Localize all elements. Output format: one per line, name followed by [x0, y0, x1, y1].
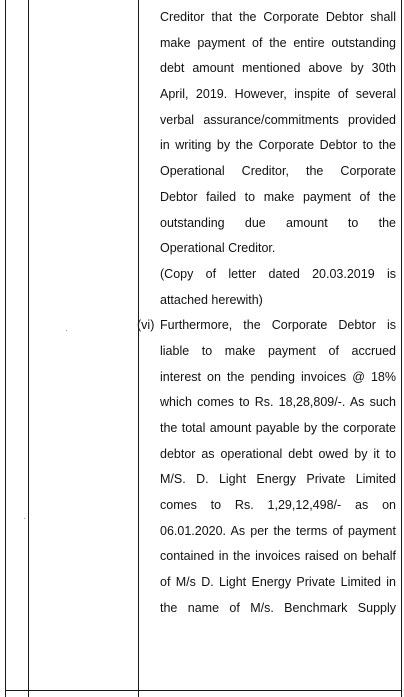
document-text-column [137, 5, 396, 622]
item-vi-line: 06.01.2020. As per the terms of payment [160, 523, 396, 538]
scan-speck [66, 330, 67, 331]
scan-speck [24, 518, 25, 519]
text-line: Debtor failed to make payment of the [160, 189, 396, 204]
text-line: Operational Creditor. [160, 241, 276, 256]
item-vi-line: the name of M/s. Benchmark Supply [160, 600, 396, 615]
note-line: (Copy of letter dated 20.03.2019 is [160, 266, 396, 281]
table-border-right [401, 0, 402, 697]
text-line: make payment of the entire outstanding [160, 35, 396, 50]
table-column-divider-2 [138, 0, 139, 697]
text-line: April, 2019. However, inspite of several [160, 87, 396, 102]
item-vi-line: comes to Rs. 1,29,12,498/- as on [160, 498, 396, 513]
item-vi-marker: (vi) [137, 318, 155, 333]
text-line: verbal assurance/commitments provided [160, 112, 396, 127]
table-border-left [5, 0, 6, 697]
table-column-divider-1 [28, 0, 29, 697]
text-line: Operational Creditor, the Corporate [160, 164, 396, 179]
item-vi-line: M/S. D. Light Energy Private Limited [160, 472, 396, 487]
text-line: in writing by the Corporate Debtor to the [160, 138, 396, 153]
text-line: outstanding due amount to the [160, 215, 396, 230]
text-line: debt amount mentioned above by 30th [160, 61, 396, 76]
item-vi-line: of M/s D. Light Energy Private Limited in [160, 575, 396, 590]
text-line: Creditor that the Corporate Debtor shall [160, 10, 396, 24]
item-vi-line: which comes to Rs. 18,28,809/-. As such [160, 395, 396, 410]
item-vi-line: liable to make payment of accrued [160, 343, 396, 358]
item-vi-line: debtor as operational debt owed by it to [160, 446, 396, 461]
note-line: attached herewith) [160, 292, 263, 307]
item-vi-line: the total amount payable by the corporate [160, 421, 396, 435]
item-vi-line: interest on the pending invoices @ 18% [160, 369, 396, 384]
item-vi-line [137, 313, 396, 339]
table-bottom-border [5, 690, 402, 691]
item-vi-text: Furthermore, the Corporate Debtor is [160, 318, 396, 333]
item-vi-line: contained in the invoices raised on behalf [160, 549, 396, 564]
